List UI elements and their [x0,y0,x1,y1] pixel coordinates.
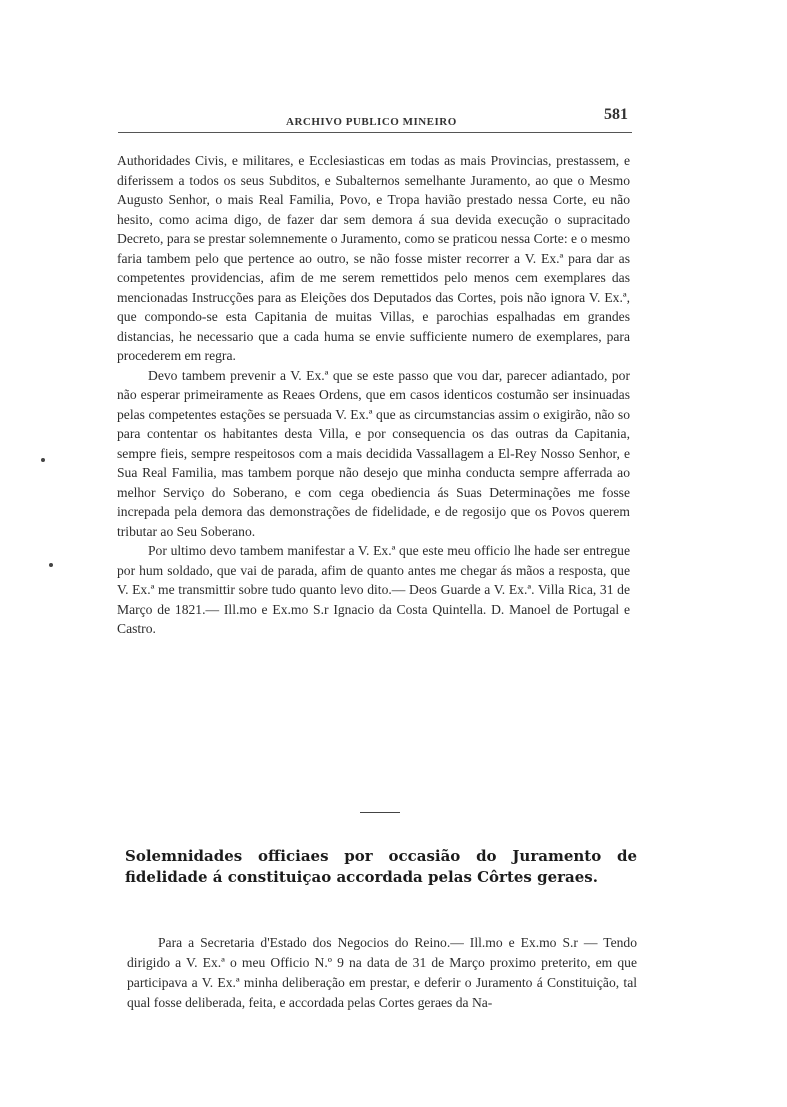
page-number: 581 [604,106,628,123]
paragraph: Por ultimo devo tambem manifestar a V. Ex.ª que este meu officio lhe hade ser entregue por hum soldado, que vai de parada, afim de quanto antes me chegar ás mãos a resposta, que V. Ex.ª me transmittir sobre tudo quanto levo dito.— Deos Guarde a V. Ex.ª. Villa Rica, 31 de Março de 1821.— Ill.mo e Ex.mo S.r Ignacio da Costa Quintella. D. Manoel de Portugal e Castro. [117,543,630,636]
header-rule [118,132,632,133]
margin-mark [49,563,53,567]
body-text [117,151,630,639]
paragraph: Devo tambem prevenir a V. Ex.ª que se este passo que vou dar, parecer adiantado, por não esperar primeiramente as Reaes Ordens, que em casos identicos costumão ser insinuadas pelas competentes estações se persuada V. Ex.ª que as circumstancias assim o exigirão, não so para contentar os habitantes desta Villa, e por consequencia os das outras da Capitania, sempre fieis, sempre respeitosos com a mais decidida Vassallagem a El-Rey Nosso Senhor, e Sua Real Familia, mas tambem porque não desejo que minha conducta sempre afferrada ao melhor Serviço do Soberano, e com cega obediencia ás Suas Determinações me fosse increpada pela demora das demonstrações de fidelidade, e de regosijo que os Povos querem tributar ao Seu Soberano. [117,367,630,539]
running-title: ARCHIVO PUBLICO MINEIRO [286,116,457,128]
margin-mark [41,458,45,462]
paragraph: Authoridades Civis, e militares, e Ecclesiasticas em todas as mais Provincias, prestassem, e diferissem a todos os seus Subditos, e Subalternos semelhante Juramento, ao que o Mesmo Augusto Senhor, o mais Real Familia, Povo, e Tropa havião prestado nessa Corte, eu não hesito, como acima digo, de fazer dar sem demora á sua devida execução o supracitado Decreto, para se prestar solemnemente o Juramento, como se praticou nessa Corte: e o mesmo faria tambem pelo que pertence ao outro, se não fosse mister recorrer a V. Ex.ª para dar as competentes providencias, afim de me serem remettidos pelo menos cem exemplares das mencionadas Instrucções para as Eleições dos Deputados das Cortes, pois não ignora V. Ex.ª, que compondo-se esta Capitania de muitas Villas, e parochias espalhadas em grandes distancias, he necessario que a cada huma se envie sufficiente numero de exemplares, para procederem em regra. [117,153,630,363]
page-header [118,106,632,136]
paragraph: Para a Secretaria d'Estado dos Negocios do Reino.— Ill.mo e Ex.mo S.r — Tendo dirigido a V. Ex.ª o meu Officio N.º 9 na data de 31 de Março proximo preterito, em que participava a V. Ex.ª minha deliberação em prestar, e deferir o Juramento á Constituição, tal qual fosse deliberada, feita, e accordada pelas Cortes geraes da Na- [127,935,637,1010]
section-title: Solemnidades officiaes por occasião do Juramento de fidelidade á constituiçao accordada pelas Côrtes geraes. [125,847,637,886]
section-separator [360,812,400,813]
section-body [127,933,637,1013]
